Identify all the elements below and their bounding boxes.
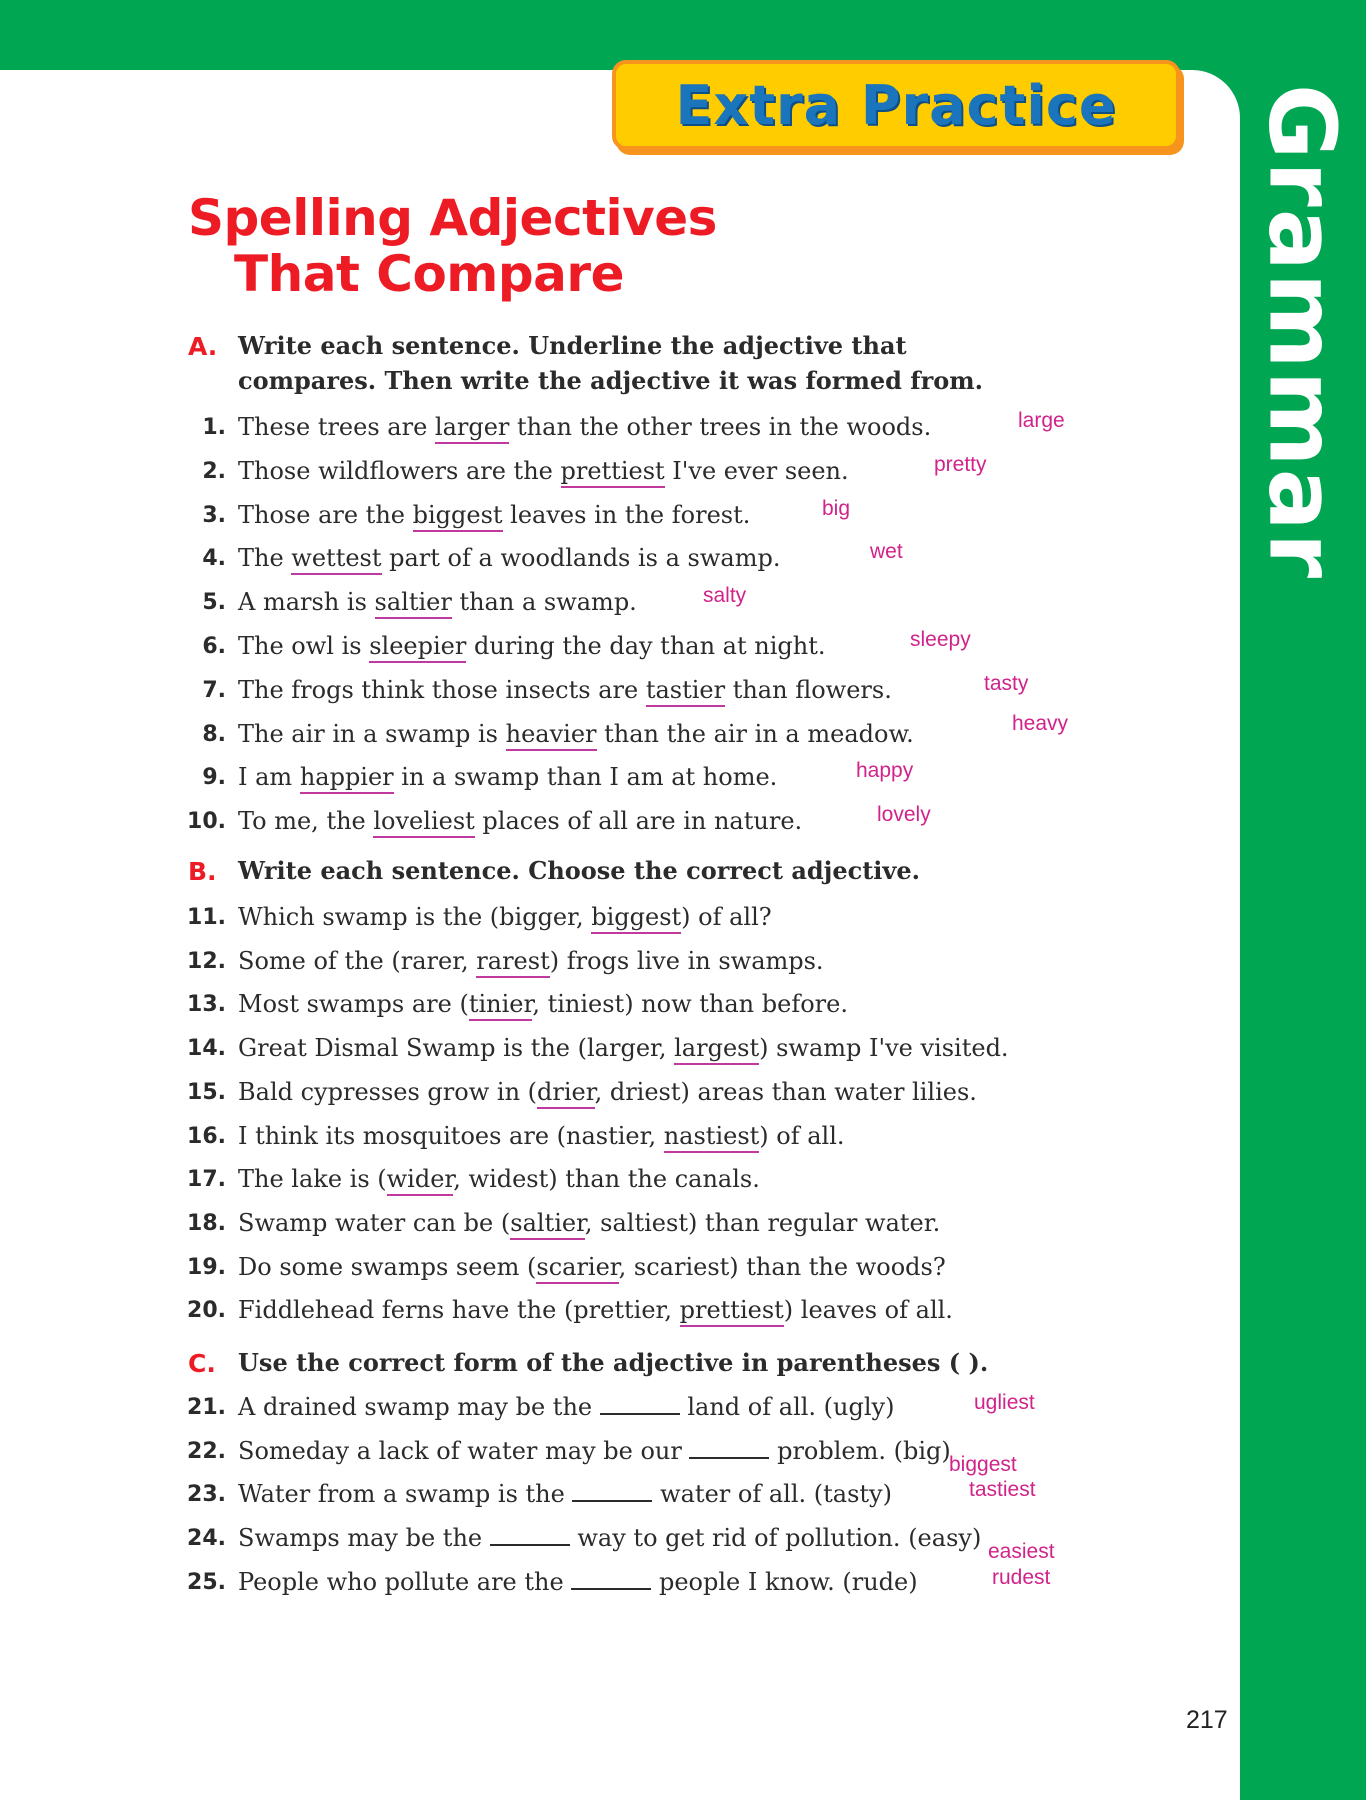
handwritten-answer: tasty [984,672,1029,695]
handwritten-answer: pretty [934,453,987,476]
answer-blank [689,1453,769,1459]
answer-blank [600,1409,680,1415]
sentence-end: , tiniest) now than before. [532,990,848,1018]
item-number: 25. [187,1570,226,1595]
page-number: 217 [1186,1706,1228,1734]
exercise-sentence [238,1296,953,1324]
instruction-line: Use the correct form of the adjective in parentheses ( ). [238,1348,989,1377]
exercise-sentence [238,413,931,441]
section-b-instructions [238,853,920,888]
sentence-start: I think its mosquitoes are (nastier, [238,1122,664,1150]
sentence-start: People who pollute are the [238,1568,572,1596]
sentence-end: than the other trees in the woods. [509,413,932,441]
underlined-adjective: loveliest [373,807,474,838]
sentence-end: during the day than at night. [466,632,826,660]
sentence-end: places of all are in nature. [474,807,803,835]
sentence-end: problem. (big) [769,1437,951,1465]
sentence-start: Those wildflowers are the [238,457,561,485]
exercise-sentence [238,1524,981,1552]
sentence-end: I've ever seen. [664,457,849,485]
exercise-sentence [238,1034,1009,1062]
exercise-sentence [238,1209,940,1237]
title-line-2: That Compare [234,245,624,303]
item-number: 20. [187,1298,226,1323]
sentence-end: ) of all. [759,1122,845,1150]
sentence-end: leaves in the forest. [502,501,751,529]
item-number: 21. [187,1395,226,1420]
underlined-adjective: happier [300,763,394,794]
exercise-sentence [238,1253,946,1281]
underlined-adjective: biggest [413,501,503,532]
underlined-adjective: largest [674,1034,759,1065]
sentence-start: Someday a lack of water may be our [238,1437,690,1465]
side-tab-label: Grammar [1248,83,1356,581]
exercise-sentence [238,544,780,572]
underlined-adjective: wettest [291,544,381,575]
sentence-start: A marsh is [238,588,375,616]
underlined-adjective: sleepier [369,632,466,663]
item-number: 17. [187,1167,226,1192]
sentence-start: Swamp water can be ( [238,1209,511,1237]
item-number: 24. [187,1526,226,1551]
item-number: 19. [187,1255,226,1280]
sentence-start: Those are the [238,501,413,529]
exercise-sentence [238,632,826,660]
exercise-sentence [238,990,848,1018]
sentence-end: ) swamp I've visited. [759,1034,1009,1062]
instruction-line: Write each sentence. Choose the correct adjective. [238,856,920,885]
sentence-end: , widest) than the canals. [453,1165,760,1193]
item-number: 4. [202,546,226,571]
sentence-start: Do some swamps seem ( [238,1253,537,1281]
underlined-adjective: tinier [469,990,533,1021]
sentence-end: ) of all? [681,903,772,931]
exercise-sentence [238,947,824,975]
sentence-start: The owl is [238,632,370,660]
sentence-end: , scariest) than the woods? [618,1253,946,1281]
item-number: 5. [202,590,226,615]
item-number: 9. [202,765,226,790]
banner-text: Extra Practice [675,73,1117,137]
section-c-instructions [238,1345,988,1380]
sentence-start: Which swamp is the (bigger, [238,903,592,931]
item-number: 23. [187,1482,226,1507]
item-number: 7. [202,678,226,703]
answer-blank [490,1540,570,1546]
item-number: 2. [202,459,226,484]
underlined-adjective: saltier [510,1209,585,1240]
sentence-end: people I know. (rude) [651,1568,918,1596]
item-number: 16. [187,1124,226,1149]
sentence-start: Swamps may be the [238,1524,490,1552]
item-number: 1. [202,415,226,440]
sentence-end: part of a woodlands is a swamp. [381,544,781,572]
handwritten-answer: rudest [992,1566,1051,1589]
handwritten-answer: large [1018,409,1065,432]
handwritten-answer: big [822,497,851,520]
sentence-end: ) leaves of all. [783,1296,953,1324]
sentence-end: , saltiest) than regular water. [584,1209,941,1237]
sentence-start: Most swamps are ( [238,990,469,1018]
item-number: 11. [187,905,226,930]
item-number: 10. [187,809,226,834]
answer-blank [571,1584,651,1590]
sentence-start: The [238,544,292,572]
underlined-adjective: tastier [646,676,725,707]
answer-blank [572,1496,652,1502]
sentence-end: in a swamp than I am at home. [393,763,778,791]
page-title [188,190,717,302]
exercise-sentence [238,501,750,529]
exercise-sentence [238,1165,760,1193]
sentence-start: Water from a swamp is the [238,1480,573,1508]
handwritten-answer: tastiest [969,1478,1036,1501]
sentence-end: than a swamp. [451,588,637,616]
handwritten-answer: sleepy [910,628,971,651]
sentence-start: These trees are [238,413,435,441]
exercise-sentence [238,1437,951,1465]
item-number: 22. [187,1439,226,1464]
sentence-end: land of all. (ugly) [679,1393,895,1421]
exercise-sentence [238,763,777,791]
exercise-sentence [238,1393,894,1421]
exercise-sentence [238,1568,918,1596]
section-c-letter: C. [188,1349,216,1378]
section-a-letter: A. [188,332,218,361]
handwritten-answer: easiest [988,1540,1055,1563]
handwritten-answer: ugliest [974,1391,1035,1414]
underlined-adjective: wider [387,1165,454,1196]
exercise-sentence [238,903,772,931]
sentence-start: Bald cypresses grow in ( [238,1078,538,1106]
exercise-sentence [238,457,849,485]
handwritten-answer: biggest [949,1453,1017,1476]
exercise-sentence [238,1480,892,1508]
exercise-sentence [238,588,637,616]
section-a-instructions [238,328,983,398]
handwritten-answer: wet [870,540,903,563]
handwritten-answer: heavy [1012,712,1069,735]
sentence-start: A drained swamp may be the [238,1393,600,1421]
underlined-adjective: biggest [591,903,681,934]
sentence-start: I am [238,763,300,791]
sentence-start: Some of the (rarer, [238,947,477,975]
item-number: 3. [202,503,226,528]
section-b-letter: B. [188,857,217,886]
sentence-end: , driest) areas than water lilies. [594,1078,977,1106]
sentence-end: ) frogs live in swamps. [549,947,824,975]
underlined-adjective: saltier [375,588,452,619]
item-number: 8. [202,722,226,747]
instruction-line: Write each sentence. Underline the adjective that [238,331,907,360]
sentence-end: than the air in a meadow. [596,720,914,748]
extra-practice-banner [612,60,1180,150]
exercise-sentence [238,1122,845,1150]
item-number: 18. [187,1211,226,1236]
instruction-line: compares. Then write the adjective it was formed from. [238,366,983,395]
underlined-adjective: drier [537,1078,595,1109]
sentence-end: way to get rid of pollution. (easy) [569,1524,982,1552]
title-line-1: Spelling Adjectives [188,189,717,247]
handwritten-answer: lovely [877,803,931,826]
sentence-start: Fiddlehead ferns have the (prettier, [238,1296,680,1324]
underlined-adjective: heavier [506,720,597,751]
exercise-sentence [238,676,892,704]
item-number: 6. [202,634,226,659]
sentence-end: water of all. (tasty) [652,1480,892,1508]
sentence-start: The air in a swamp is [238,720,506,748]
item-number: 12. [187,949,226,974]
sentence-end: than flowers. [725,676,892,704]
underlined-adjective: nastiest [664,1122,760,1153]
exercise-sentence [238,807,802,835]
sentence-start: The frogs think those insects are [238,676,646,704]
handwritten-answer: happy [856,759,914,782]
underlined-adjective: scarier [536,1253,618,1284]
exercise-sentence [238,720,914,748]
underlined-adjective: prettiest [680,1296,784,1327]
sentence-start: Great Dismal Swamp is the (larger, [238,1034,675,1062]
underlined-adjective: larger [435,413,510,444]
item-number: 15. [187,1080,226,1105]
item-number: 13. [187,992,226,1017]
exercise-sentence [238,1078,977,1106]
sentence-start: To me, the [238,807,374,835]
underlined-adjective: prettiest [561,457,665,488]
item-number: 14. [187,1036,226,1061]
underlined-adjective: rarest [476,947,549,978]
handwritten-answer: salty [703,584,747,607]
sentence-start: The lake is ( [238,1165,387,1193]
